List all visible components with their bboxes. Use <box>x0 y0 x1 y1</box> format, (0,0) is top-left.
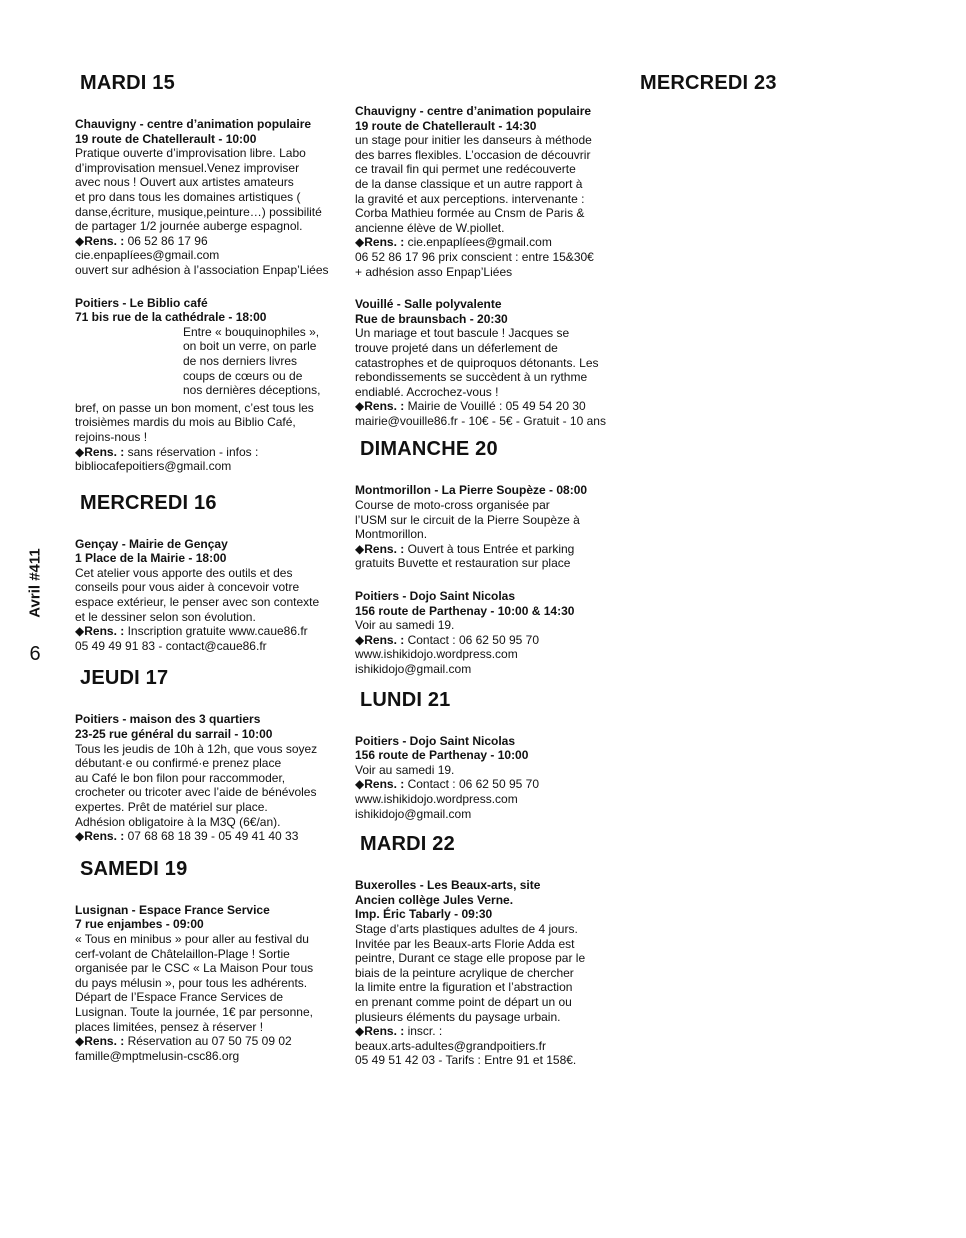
event-text: d’improvisation mensuel.Venez improviser <box>75 160 300 175</box>
event-title: Poitiers - maison des 3 quartiers <box>75 712 261 727</box>
event-text: Adhésion obligatoire à la M3Q (6€/an). <box>75 814 281 829</box>
event-text: avec nous ! Ouvert aux artistes amateurs <box>75 175 294 190</box>
event-title: Poitiers - Le Biblio café <box>75 295 208 310</box>
event-text: troisièmes mardis du mois au Biblio Café, <box>75 415 296 430</box>
event-text: de partager 1/2 journée auberge espagnol. <box>75 219 303 234</box>
event-text: bref, on passe un bon moment, c’est tous les <box>75 400 314 415</box>
event-text: la limite entre la figuration et l’abstraction <box>355 980 573 995</box>
event-text: organisée par le CSC « La Maison Pour tous <box>75 961 314 976</box>
event-info: ◆Rens. : Inscription gratuite www.caue86.fr <box>75 624 308 639</box>
event <box>75 903 337 1064</box>
event <box>355 589 617 677</box>
event-address: Rue de braunsbach - 20:30 <box>355 311 508 326</box>
event-title: Chauvigny - centre d’animation populaire <box>75 117 312 131</box>
event-info: ◆Rens. : 06 52 86 17 96 <box>75 233 208 248</box>
event-text: un stage pour initier les danseurs à méthode <box>355 133 592 148</box>
event <box>355 297 617 428</box>
event-address: Imp. Éric Tabarly - 09:30 <box>355 907 493 922</box>
event-text: et le dessiner selon son évolution. <box>75 609 256 624</box>
event-text: conseils pour vous aider à concevoir votre <box>75 580 300 595</box>
event-text: places limitées, pensez à réserver ! <box>75 1019 264 1034</box>
event-info: ◆Rens. : sans réservation - infos : <box>75 444 259 459</box>
event-text: mairie@vouille86.fr - 10€ - 5€ - Gratuit - 10 ans <box>355 413 606 428</box>
event-address: 71 bis rue de la cathédrale - 18:00 <box>75 310 267 325</box>
event-title: Poitiers - Dojo Saint Nicolas <box>355 589 516 604</box>
event-text: de la danse classique et un autre rapport à <box>355 176 583 191</box>
event-title: Buxerolles - Les Beaux-arts, site <box>355 878 541 893</box>
event-text: ancienne élève de W.piollet. <box>355 220 505 235</box>
event-text: Invitée par les Beaux-arts Florie Adda est <box>355 936 575 951</box>
event-address: 19 route de Chatellerault - 14:30 <box>355 118 537 133</box>
day-heading: MARDI 22 <box>360 833 455 856</box>
event-text: famille@mptmelusin-csc86.org <box>75 1048 240 1063</box>
event <box>75 537 337 654</box>
event <box>75 712 337 843</box>
event <box>75 296 337 474</box>
event-text: Un mariage et tout bascule ! Jacques se <box>355 326 570 341</box>
event-text: bibliocafepoitiers@gmail.com <box>75 459 232 474</box>
event <box>75 117 337 278</box>
event-text: biais de la peinture acrylique de chercher <box>355 965 574 980</box>
event-address: 7 rue enjambes - 09:00 <box>75 917 204 932</box>
event-text: « Tous en minibus » pour aller au festival du <box>75 931 309 946</box>
event-text: cie.enpaplíees@gmail.com <box>75 248 220 263</box>
event-text: Lusignan. Toute la journée, 1€ par personne, <box>75 1004 313 1019</box>
event-text: rebondissements se succèdent à un rythme <box>355 370 588 385</box>
event-text: trouve projeté dans un déferlement de <box>355 340 558 355</box>
event-text: Voir au samedi 19. <box>355 618 455 633</box>
event-address: 1 Place de la Mairie - 18:00 <box>75 551 227 566</box>
event-text: la gravité et aux perceptions. intervenante : <box>355 191 585 206</box>
event <box>355 104 617 279</box>
event-text: Cet atelier vous apporte des outils et des <box>75 565 293 580</box>
day-heading: DIMANCHE 20 <box>360 438 498 461</box>
event-text: espace extérieur, le penser avec son contexte <box>75 595 320 610</box>
event-text: Stage d’arts plastiques adultes de 4 jours. <box>355 921 578 936</box>
event-text: www.ishikidojo.wordpress.com <box>355 791 518 806</box>
event-text: Corba Mathieu formée au Cnsm de Paris & <box>355 206 585 221</box>
event-info: ◆Rens. : cie.enpaplíees@gmail.com <box>355 235 552 250</box>
issue-label: Avril #411 <box>26 548 44 618</box>
event-address: 156 route de Parthenay - 10:00 <box>355 748 529 763</box>
event-address: 23-25 rue général du sarrail - 10:00 <box>75 727 273 742</box>
column-3 <box>640 72 940 95</box>
day-heading: MERCREDI 16 <box>80 491 217 514</box>
event-title: Montmorillon - La Pierre Soupèze - 08:00 <box>355 483 588 498</box>
column-2 <box>355 104 617 1068</box>
event-text: des barres flexibles. L’occasion de découvrir <box>355 147 591 162</box>
event-title: Vouillé - Salle polyvalente <box>355 297 502 312</box>
event-text: endiablé. Accrochez-vous ! <box>355 384 499 399</box>
event-text: ouvert sur adhésion à l’association Enpap’Liées <box>75 262 329 277</box>
event-text: et pro dans tous les domaines artistiques ( <box>75 189 301 204</box>
event-info: ◆Rens. : inscr. : <box>355 1024 443 1039</box>
event-text: rejoins-nous ! <box>75 429 148 444</box>
event-info: ◆Rens. : Réservation au 07 50 75 09 02 <box>75 1034 292 1049</box>
event-text: Départ de l’Espace France Services de <box>75 990 284 1005</box>
event-text: de nos derniers livres <box>183 353 298 368</box>
event-text: plusieurs éléments du paysage urbain. <box>355 1009 561 1024</box>
event-text: Tous les jeudis de 10h à 12h, que vous soyez <box>75 741 318 756</box>
day-heading: MARDI 15 <box>80 72 175 94</box>
event-text: gratuits Buvette et restauration sur place <box>355 556 571 571</box>
event-text: danse,écriture, musique,peinture…) possibilité <box>75 204 322 219</box>
event <box>355 483 617 571</box>
event-text: du pays mélusin », pour tous les adhérents. <box>75 975 308 990</box>
event-address: 19 route de Chatellerault - 10:00 <box>75 131 257 146</box>
event-text: beaux.arts-adultes@grandpoitiers.fr <box>355 1038 546 1053</box>
event-text: Voir au samedi 19. <box>355 762 455 777</box>
event-text: en prenant comme point de départ un ou <box>355 994 572 1009</box>
event-text: 05 49 51 42 03 - Tarifs : Entre 91 et 158€. <box>355 1053 577 1068</box>
event-text: l’USM sur le circuit de la Pierre Soupèze à <box>355 512 580 527</box>
page-number: 6 <box>29 643 41 665</box>
event-info: ◆Rens. : Contact : 06 62 50 95 70 <box>355 777 540 792</box>
event-text: ce travail fin qui permet une redécouverte <box>355 162 576 177</box>
event <box>355 734 617 822</box>
event-text: ishikidojo@gmail.com <box>355 806 472 821</box>
event-address: 156 route de Parthenay - 10:00 & 14:30 <box>355 603 575 618</box>
event-text: Pratique ouverte d’improvisation libre. Labo <box>75 146 306 161</box>
event-text: débutant·e ou confirmé·e prenez place <box>75 756 282 771</box>
event-text: Montmorillon. <box>355 527 428 542</box>
event-text: peintre, Durant ce stage elle propose par le <box>355 951 586 966</box>
event <box>355 878 617 1068</box>
day-heading: JEUDI 17 <box>80 667 169 690</box>
event-info: ◆Rens. : Ouvert à tous Entrée et parking <box>355 541 575 556</box>
event-info: ◆Rens. : 07 68 68 18 39 - 05 49 41 40 33 <box>75 829 299 844</box>
day-heading: LUNDI 21 <box>360 688 451 711</box>
event-text: expertes. Prêt de matériel sur place. <box>75 800 268 814</box>
event-title: Gençay - Mairie de Gençay <box>75 536 228 551</box>
event-text: on boit un verre, on parle <box>183 339 317 354</box>
event-info: ◆Rens. : Mairie de Vouillé : 05 49 54 20 30 <box>355 399 586 414</box>
event-text: coups de cœurs ou de <box>183 368 303 383</box>
event-text: cerf-volant de Châtelaillon-Plage ! Sortie <box>75 946 290 961</box>
event-title: Chauvigny - centre d’animation populaire <box>355 104 592 118</box>
event-info: ◆Rens. : Contact : 06 62 50 95 70 <box>355 632 540 647</box>
event-text: + adhésion asso Enpap’Liées <box>355 264 513 279</box>
column-1 <box>75 72 337 1063</box>
day-heading: SAMEDI 19 <box>80 857 188 880</box>
event-text: 05 49 49 91 83 - contact@caue86.fr <box>75 638 267 653</box>
event-title: Lusignan - Espace France Service <box>75 902 270 917</box>
event-title: Poitiers - Dojo Saint Nicolas <box>355 733 516 748</box>
event-text: crocheter ou tricoter avec l’aide de bénévoles <box>75 785 317 800</box>
event-text: au Café le bon filon pour raccommoder, <box>75 770 286 785</box>
event-text: nos dernières déceptions, <box>183 383 321 398</box>
image-space <box>75 325 183 401</box>
event-text: Course de moto-cross organisée par <box>355 498 550 513</box>
event-text: Entre « bouquinophiles », <box>183 324 320 339</box>
day-heading: MERCREDI 23 <box>640 72 777 94</box>
event-text: catastrophes et de quiproquos détonants. Les <box>355 355 599 370</box>
event-text: ishikidojo@gmail.com <box>355 662 472 676</box>
event-address: Ancien collège Jules Verne. <box>355 892 514 907</box>
event-text: www.ishikidojo.wordpress.com <box>355 647 518 662</box>
event-text: 06 52 86 17 96 prix conscient : entre 15&30€ <box>355 249 594 264</box>
